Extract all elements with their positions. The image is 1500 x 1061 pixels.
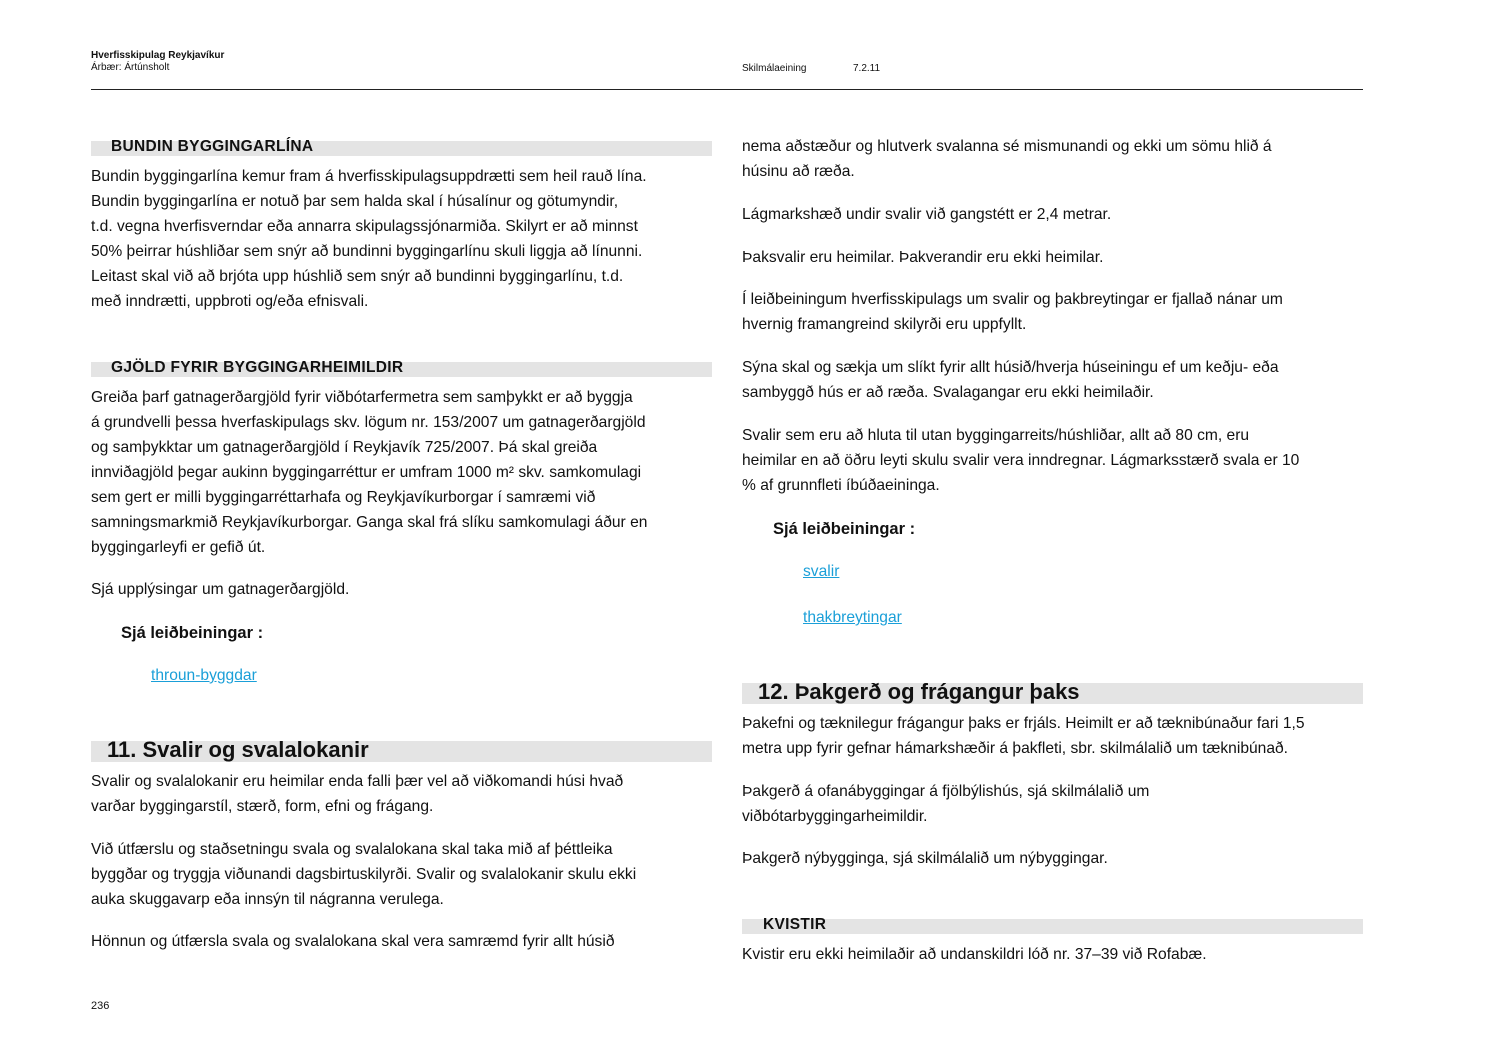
paragraph-bundin-byggingarlina-line: t.d. vegna hverfisverndar eða annarra skipulagssjónarmiða. Skilyrt er að minnst [91,218,638,235]
paragraph-svalir-9-line: % af grunnfleti íbúðaeininga. [742,477,940,494]
heading-bundin-byggingarlina: BUNDIN BYGGINGARLÍNA [111,138,314,155]
paragraph-svalir-2-line: Við útfærslu og staðsetningu svala og svalalokana skal taka mið af þéttleika [91,841,613,858]
heading-svalir: 11. Svalir og svalalokanir [107,737,369,762]
paragraph-svalir-3-line: Hönnun og útfærsla svala og svalalokana skal vera samræmd fyrir allt húsið [91,933,615,950]
document-title: Hverfisskipulag Reykjavíkur [91,50,225,61]
paragraph-bundin-byggingarlina-line: Bundin byggingarlína kemur fram á hverfisskipulagsuppdrætti sem heil rauð lína. [91,168,647,185]
paragraph-gjold-line: samningsmarkmið Reykjavíkurborgar. Ganga skal frá slíku samkomulagi áður en [91,514,648,531]
section-number: 7.2.11 [853,63,881,74]
link-svalir[interactable]: svalir [803,563,840,580]
paragraph-svalir-8-line: Sýna skal og sækja um slíkt fyrir allt húsið/hverja húseiningu ef um keðju- eða [742,359,1279,376]
paragraph-thakgerd-2-line: Þakgerð á ofanábyggingar á fjölbýlishús, sjá skilmálalið um [742,783,1150,800]
paragraph-thakgerd-3-line: Þakgerð nýbygginga, sjá skilmálalið um nýbyggingar. [742,850,1108,867]
page-number: 236 [91,1000,110,1012]
link-throun-byggdar[interactable]: throun-byggdar [151,667,257,684]
guidelines-label: Sjá leiðbeiningar : [773,520,916,538]
header-divider [91,89,1363,90]
paragraph-svalir-4-line: húsinu að ræða. [742,163,855,180]
paragraph-bundin-byggingarlina-line: Leitast skal við að brjóta upp húshlið sem snýr að bundinni byggingarlínu, t.d. [91,268,624,285]
paragraph-svalir-2-line: byggðar og tryggja viðunandi dagsbirtuskilyrði. Svalir og svalalokanir skulu ekki [91,866,637,883]
heading-bar [742,919,1363,934]
paragraph-svalir-6-line: Þaksvalir eru heimilar. Þakverandir eru ekki heimilar. [742,249,1104,266]
paragraph-svalir-4-line: nema aðstæður og hlutverk svalanna sé mismunandi og ekki um sömu hlið á [742,138,1272,155]
paragraph-bundin-byggingarlina-line: með inndrætti, uppbroti og/eða efnisvali. [91,293,369,310]
paragraph-gjold-line: á grundvelli þessa hverfaskipulags skv. lögum nr. 153/2007 um gatnagerðargjöld [91,414,646,431]
heading-gjold: GJÖLD FYRIR BYGGINGARHEIMILDIR [111,359,404,376]
paragraph-svalir-7-line: Í leiðbeiningum hverfisskipulags um svalir og þakbreytingar er fjallað nánar um [742,291,1283,308]
paragraph-bundin-byggingarlina-line: Bundin byggingarlína er notuð þar sem halda skal í húsalínur og götumyndir, [91,193,619,210]
paragraph-svalir-7-line: hvernig framangreind skilyrði eru uppfyllt. [742,316,1027,333]
heading-kvistir: KVISTIR [763,916,827,933]
paragraph-svalir-8-line: sambyggð hús er að ræða. Svalagangar eru ekki heimilaðir. [742,384,1154,401]
paragraph-svalir-1-line: varðar byggingarstíl, stærð, form, efni og frágang. [91,798,434,815]
paragraph-gjold-line: sem gert er milli byggingarréttarhafa og Reykjavíkurborgar í samræmi við [91,489,596,506]
paragraph-gjold-line: innviðagjöld þegar aukinn byggingarréttur er umfram 1000 m² skv. samkomulagi [91,464,642,481]
paragraph-thakgerd-1-line: metra upp fyrir gefnar hámarkshæðir á þakfleti, sbr. skilmálalið um tæknibúnað. [742,740,1289,757]
paragraph-gjold-line: og samþykktar um gatnagerðargjöld í Reykjavík 725/2007. Þá skal greiða [91,439,598,456]
paragraph-kvistir-line: Kvistir eru ekki heimilaðir að undanskildri lóð nr. 37–39 við Rofabæ. [742,946,1207,963]
section-label: Skilmálaeining [742,63,807,74]
paragraph-gjold-info-line: Sjá upplýsingar um gatnagerðargjöld. [91,581,350,598]
paragraph-svalir-9-line: Svalir sem eru að hluta til utan byggingarreits/húshliðar, allt að 80 cm, eru [742,427,1250,444]
paragraph-thakgerd-2-line: viðbótarbyggingarheimildir. [742,808,928,825]
paragraph-gjold-line: Greiða þarf gatnagerðargjöld fyrir viðbótarfermetra sem samþykkt er að byggja [91,389,633,406]
paragraph-svalir-1-line: Svalir og svalalokanir eru heimilar enda falli þær vel að viðkomandi húsi hvað [91,773,624,790]
paragraph-svalir-2-line: auka skuggavarp eða innsýn til nágranna verulega. [91,891,444,908]
paragraph-gjold-line: byggingarleyfi er gefið út. [91,539,266,556]
paragraph-svalir-5-line: Lágmarkshæð undir svalir við gangstétt er 2,4 metrar. [742,206,1112,223]
paragraph-thakgerd-1-line: Þakefni og tæknilegur frágangur þaks er frjáls. Heimilt er að tæknibúnaður fari 1,5 [742,715,1305,732]
heading-thakgerd: 12. Þakgerð og frágangur þaks [758,679,1080,704]
paragraph-bundin-byggingarlina-line: 50% þeirrar húshliðar sem snýr að bundinni byggingarlínu skuli liggja að línunni. [91,243,643,260]
document-subtitle: Árbær: Ártúnsholt [91,62,170,73]
guidelines-label: Sjá leiðbeiningar : [121,624,264,642]
link-thakbreytingar[interactable]: thakbreytingar [803,609,902,626]
paragraph-svalir-9-line: heimilar en að öðru leyti skulu svalir vera inndregnar. Lágmarksstærð svala er 10 [742,452,1300,469]
